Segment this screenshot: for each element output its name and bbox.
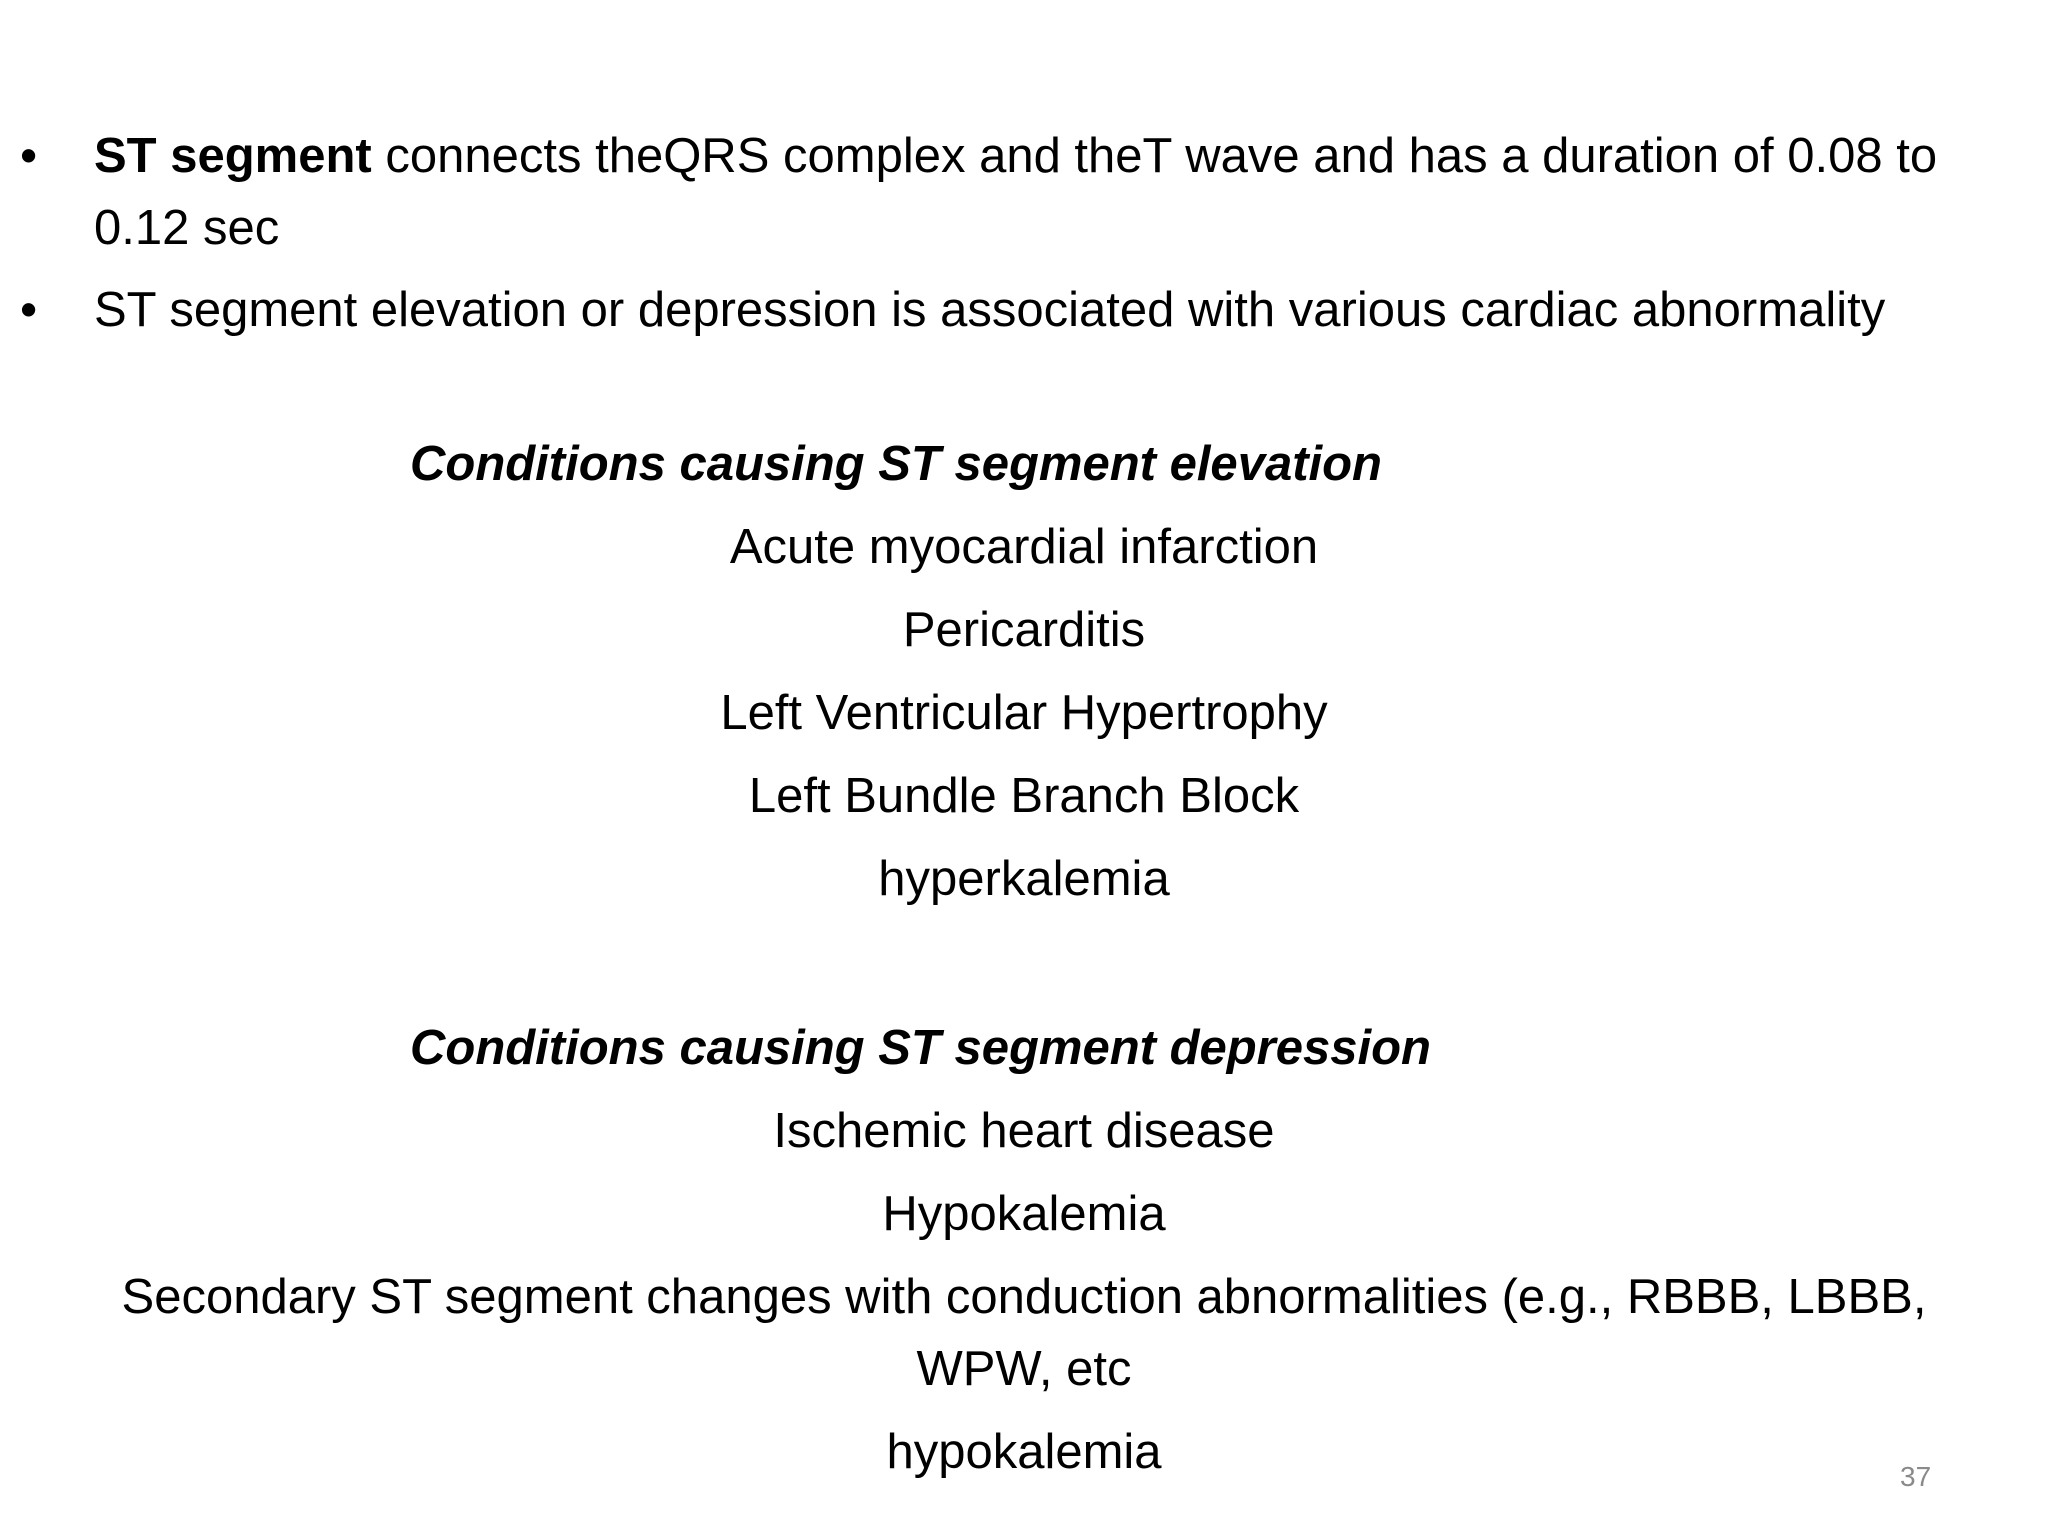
bullet-list [0,120,2048,356]
elevation-list [40,511,2008,926]
bullet-item-st-segment [0,120,2048,264]
list-item: Left Ventricular Hypertrophy [720,686,1328,740]
bullet-bold-term: ST segment [94,129,372,183]
elevation-title: Conditions causing ST segment elevation [410,437,1382,491]
depression-title: Conditions causing ST segment depression [410,1021,1431,1075]
bullet-text: connects theQRS complex and theT wave and has a duration of 0.08 to 0.12 sec [94,129,1938,255]
list-item: Ischemic heart disease [773,1104,1275,1158]
bullet-text: ST segment elevation or depression is associated with various cardiac abnormality [94,283,1886,337]
depression-list [40,1095,2008,1499]
bullet-dot-icon: • [20,283,38,337]
list-item: Left Bundle Branch Block [748,769,1300,823]
bullet-item-st-changes [0,274,2048,346]
list-item: Secondary ST segment changes with conduction abnormalities (e.g., RBBB, LBBB, WPW, etc [121,1270,1927,1396]
list-item: hypokalemia [886,1425,1162,1479]
bullet-dot-icon: • [20,129,38,183]
list-item: hyperkalemia [878,852,1170,906]
page-number: 37 [1900,1461,1932,1492]
list-item: Hypokalemia [882,1187,1166,1241]
list-item: Acute myocardial infarction [729,520,1319,574]
list-item: Pericarditis [902,603,1146,657]
